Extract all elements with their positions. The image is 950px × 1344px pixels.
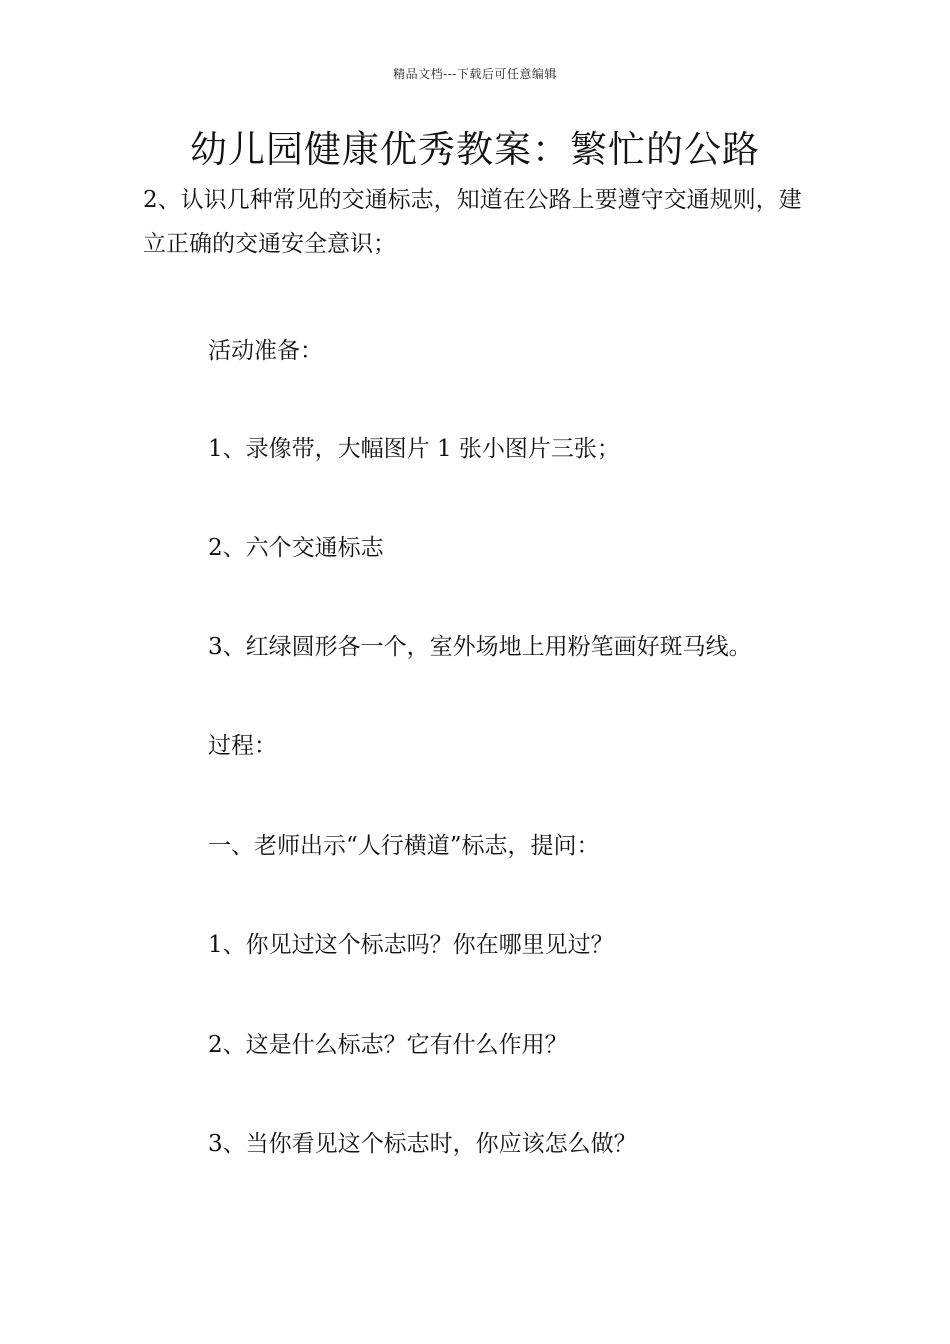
question-2: 2、这是什么标志？它有什么作用？ xyxy=(208,1032,568,1058)
preparation-item-2: 2、六个交通标志 xyxy=(208,535,384,561)
preparation-item-1: 1、录像带，大幅图片 1 张小图片三张； xyxy=(208,436,620,462)
section-heading-process: 过程： xyxy=(208,733,277,759)
preparation-item-3: 3、红绿圆形各一个，室外场地上用粉笔画好斑马线。 xyxy=(208,634,752,660)
section-heading-preparation: 活动准备： xyxy=(208,338,323,364)
question-3: 3、当你看见这个标志时，你应该怎么做？ xyxy=(208,1131,637,1157)
document-title: 幼儿园健康优秀教案：繁忙的公路 xyxy=(190,128,760,171)
page-header-watermark: 精品文档---下载后可任意编辑 xyxy=(393,67,557,81)
process-step-1: 一、老师出示“人行横道”标志，提问： xyxy=(208,833,600,859)
intro-paragraph: 2、认识几种常见的交通标志，知道在公路上要遵守交通规则，建立正确的交通安全意识； xyxy=(143,187,802,257)
question-1: 1、你见过这个标志吗？你在哪里见过？ xyxy=(208,932,614,958)
